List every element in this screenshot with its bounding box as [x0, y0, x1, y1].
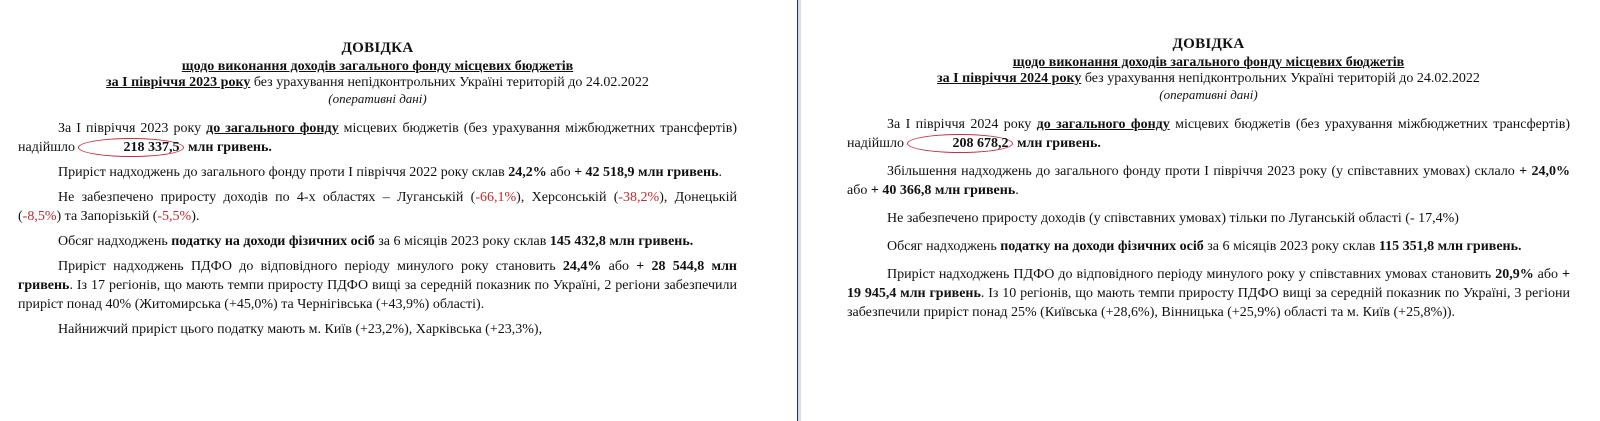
circled-amount: 208 678,2	[907, 134, 1013, 153]
text: місцевих бюджетів (без урахування міжбюджетних трансфертів) надійшло	[847, 117, 1570, 151]
document-2023	[0, 0, 797, 421]
text: або	[847, 183, 871, 198]
doc-subtitle: щодо виконання доходів загального фонду місцевих бюджетів	[1012, 55, 1405, 70]
doc-period	[847, 71, 1570, 87]
text: ).	[191, 209, 200, 224]
text: ) та Запорізькій (	[56, 209, 158, 224]
text-bold: податку на доходи фізичних осіб	[1000, 239, 1204, 254]
paragraph-regions: Не забезпечено приросту доходів (у співставних умовах) тільки по Луганській області (- 17,4%)	[887, 211, 1459, 226]
red-value: -5,5%	[157, 209, 192, 224]
doc-note: (оперативні дані)	[1159, 87, 1258, 102]
paragraph-pit-growth	[847, 265, 1570, 322]
text: .	[718, 165, 722, 180]
paragraph-regions	[18, 188, 737, 226]
red-value: -66,1%	[475, 190, 517, 205]
doc-subtitle: щодо виконання доходів загального фонду місцевих бюджетів	[181, 59, 574, 74]
growth-amount: + 42 518,9 млн гривень	[574, 165, 719, 180]
text: Збільшення надходжень до загального фонду проти І півріччя 2023 року (у співставних умовах) склало	[887, 164, 1520, 179]
text: місцевих бюджетів (без урахування міжбюджетних трансфертів) надійшло	[18, 121, 737, 155]
paragraph-total	[847, 115, 1570, 153]
paragraph-pit	[847, 237, 1570, 256]
text: За І півріччя 2023 року	[58, 121, 207, 136]
pit-percent: 24,4%	[562, 259, 602, 274]
pit-growth-amount: + 19 945,4 млн гривень	[847, 267, 1570, 301]
pit-amount: 145 432,8 млн гривень.	[549, 234, 694, 249]
paragraph-total	[18, 119, 737, 157]
text-bold: млн гривень.	[184, 140, 272, 155]
paragraph-growth	[847, 162, 1570, 200]
pit-amount: 115 351,8 млн гривень.	[1378, 239, 1522, 254]
text: Приріст надходжень до загального фонду проти І півріччя 2022 року склав	[58, 165, 509, 180]
red-value: -8,5%	[22, 209, 57, 224]
growth-amount: + 40 366,8 млн гривень	[870, 183, 1016, 198]
text: За І півріччя 2024 року	[887, 117, 1037, 132]
text-bold: млн гривень.	[1013, 136, 1101, 151]
period-rest: без урахування непідконтрольних Україні територій до 24.02.2022	[1081, 71, 1480, 86]
text: Обсяг надходжень	[58, 234, 172, 249]
text-bold: до загального фонду	[1036, 117, 1170, 132]
growth-percent: + 24,0%	[1519, 164, 1570, 179]
doc-title: ДОВІДКА	[341, 40, 414, 56]
paragraph-pit	[18, 232, 737, 251]
period-bold: за І півріччя 2024 року	[937, 71, 1082, 86]
period-bold: за І півріччя 2023 року	[106, 75, 251, 90]
text: .	[1015, 183, 1019, 198]
text: . Із 10 регіонів, що мають темпи приросту ПДФО вищі за середній показник по Україні, 3 регіони забезпечили приріст понад 25% (Київська (+28,6%), Вінницька (+25,9%) області та м. Київ (+25,8%)).	[847, 286, 1570, 320]
text-bold: податку на доходи фізичних осіб	[171, 234, 375, 249]
text: . Із 17 регіонів, що мають темпи приросту ПДФО вищі за середній показник по Україні, 2 регіони забезпечили приріст понад 40% (Житомирська (+45,0%) та Чернігівська (+43,9%) області).	[18, 278, 737, 312]
circled-amount: 218 337,5	[78, 138, 184, 157]
red-value: -38,2%	[618, 190, 660, 205]
paragraph-pit-growth	[18, 257, 737, 314]
pit-percent: 20,9%	[1495, 267, 1534, 282]
text: або	[601, 259, 637, 274]
text: Обсяг надходжень	[887, 239, 1001, 254]
text-bold: до загального фонду	[206, 121, 339, 136]
text: Приріст надходжень ПДФО до відповідного періоду минулого року у співставних умовах становить	[887, 267, 1496, 282]
text: Приріст надходжень ПДФО до відповідного періоду минулого року становить	[58, 259, 563, 274]
text: за 6 місяців 2023 року склав	[374, 234, 550, 249]
period-rest: без урахування непідконтрольних Україні територій до 24.02.2022	[250, 75, 649, 90]
text: ), Херсонській (	[516, 190, 619, 205]
text: Не забезпечено приросту доходів по 4-х областях – Луганській (	[58, 190, 476, 205]
doc-period	[18, 75, 737, 91]
paragraph-growth	[18, 163, 737, 182]
growth-percent: 24,2%	[508, 165, 547, 180]
text: за 6 місяців 2023 року склав	[1203, 239, 1379, 254]
text: ), Донецькій (	[18, 190, 737, 224]
paragraph-lowest: Найнижчий приріст цього податку мають м. Київ (+23,2%), Харківська (+23,3%),	[58, 322, 543, 337]
document-2024	[801, 0, 1600, 421]
doc-note: (оперативні дані)	[328, 91, 427, 106]
text: або	[1533, 267, 1563, 282]
doc-title: ДОВІДКА	[1172, 36, 1245, 52]
text: або	[546, 165, 575, 180]
pit-growth-amount: + 28 544,8 млн гривень	[18, 259, 737, 293]
